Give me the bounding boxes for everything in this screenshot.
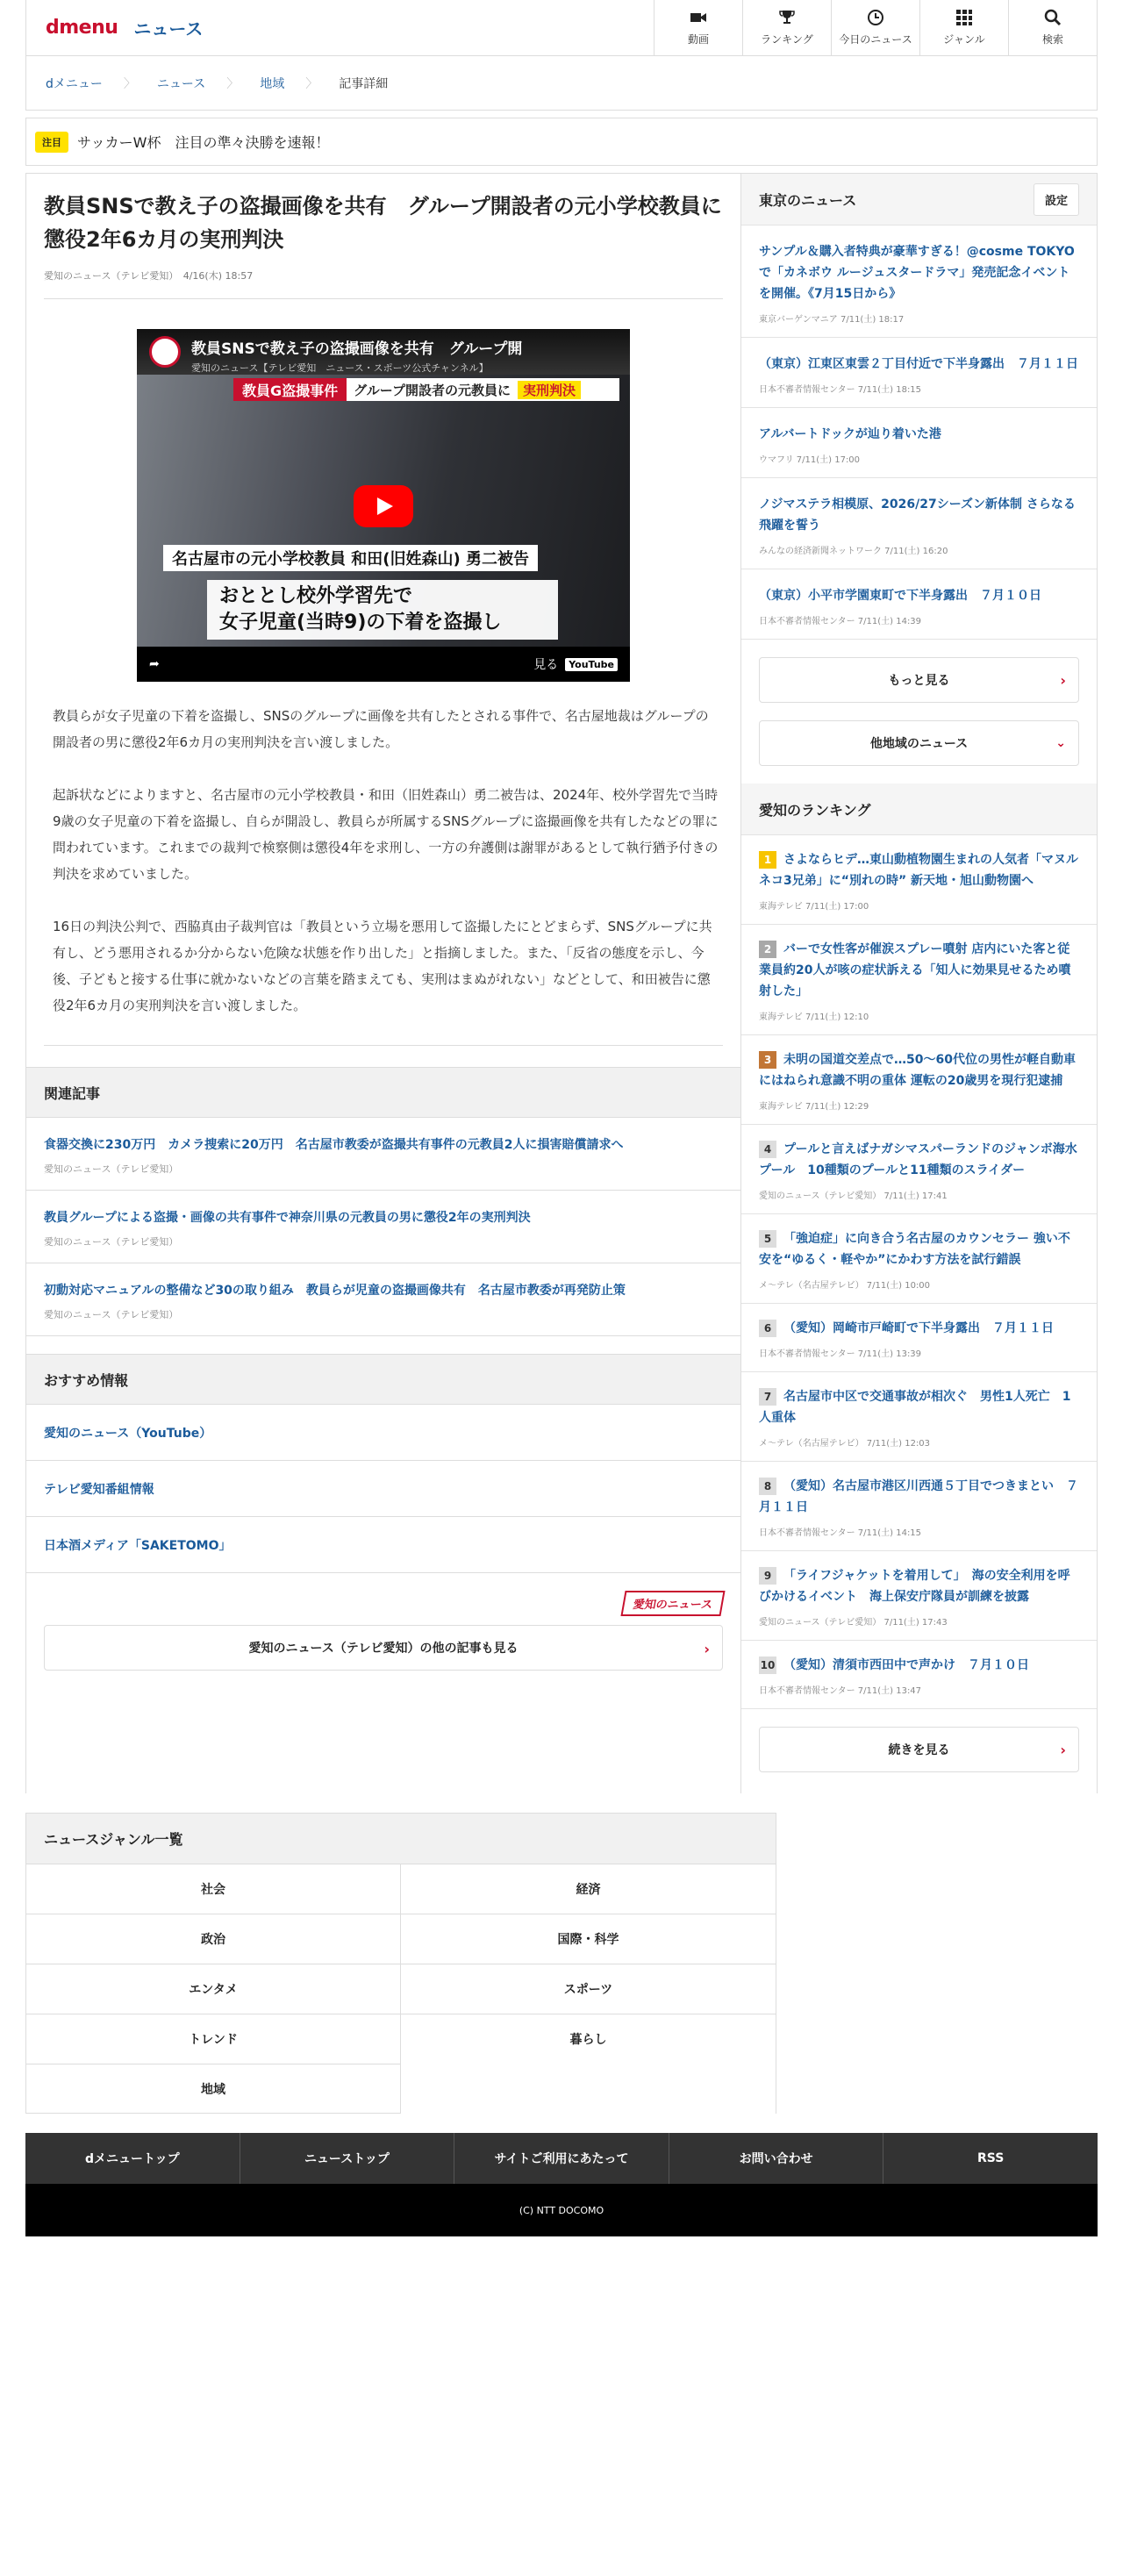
nav-search-label: 検索 (1041, 33, 1063, 46)
video-caption-line1: おととし校外学習先で (219, 585, 413, 607)
ranking-title[interactable]: （愛知）名古屋市港区川西通５丁目でつきまとい ７月１１日 (759, 1479, 1078, 1514)
chevron-right-icon: 〉 (123, 76, 136, 91)
ranking-title[interactable]: 「ライフジャケットを着用して」 海の安全利用を呼びかけるイベント 海上保安庁隊員が訓練を披露 (759, 1569, 1070, 1604)
video-caption-name: 名古屋市の元小学校教員 和田(旧姓森山) 勇二被告 (163, 545, 538, 571)
site-header (26, 0, 1097, 56)
sidebar (741, 174, 1097, 1793)
other-region-button[interactable] (759, 720, 1079, 766)
article-paragraph: 16日の判決公判で、西脇真由子裁判官は「教員という立場を悪用して盗撮したにとどまらず、SNSグループに共有し、どう悪用されるか分からない危険な状態を作り出した」と指摘しました。また、「反省の態度を示し、今後、子どもと接する仕事に就かないなどの言葉を踏まえても、実刑はまぬがれない」などとして、和田被告に懲役2年6カ月の実刑判決を言い渡しました。 (53, 919, 712, 1013)
ranking-item[interactable] (741, 1124, 1097, 1213)
clock-icon (867, 9, 884, 26)
article-column (26, 174, 741, 1793)
recommend-heading: おすすめ情報 (26, 1354, 740, 1405)
header-nav (654, 0, 1097, 55)
nav-video-label: 動画 (687, 33, 709, 46)
chevron-right-icon: 〉 (226, 76, 240, 91)
ranking-source: メ～テレ（名古屋テレビ） 7/11(土) 12:03 (759, 1439, 931, 1449)
footer-link[interactable]: サイトご利用にあたって (454, 2133, 669, 2184)
ranking-item[interactable] (741, 1213, 1097, 1303)
genre-grid (26, 1864, 776, 2114)
alert-bar[interactable] (25, 118, 1098, 166)
recommend-item[interactable] (26, 1405, 740, 1461)
nav-video[interactable] (654, 0, 742, 55)
chevron-right-icon: 〉 (305, 76, 318, 91)
nav-genre[interactable] (919, 0, 1008, 55)
tokyo-news-title[interactable]: アルバートドックが辿り着いた港 (759, 427, 941, 441)
ranking-source: 東海テレビ 7/11(土) 12:29 (759, 1102, 869, 1112)
ranking-heading-label: 愛知のランキング (759, 801, 871, 819)
tokyo-news-title[interactable]: サンプル＆購入者特典が豪華すぎる！@cosme TOKYOで「カネボウ ルージュスタードラマ」発売記念イベントを開催。《7月15日から》 (759, 245, 1075, 301)
tokyo-heading (741, 174, 1097, 225)
related-item[interactable] (26, 1191, 740, 1263)
related-heading: 関連記事 (26, 1067, 740, 1118)
video-player[interactable] (137, 329, 630, 682)
more-ranking-button[interactable] (759, 1727, 1079, 1772)
nav-today-label: 今日のニュース (839, 33, 912, 46)
more-articles-button[interactable] (44, 1625, 723, 1671)
genre-item[interactable]: 社会 (26, 1864, 401, 1914)
footer-link[interactable]: dメニュートップ (25, 2133, 240, 2184)
more-ranking-label: 続きを見る (888, 1743, 950, 1757)
genre-item[interactable]: 政治 (26, 1914, 401, 1964)
video-tag-text: グループ開設者の元教員に (354, 382, 511, 398)
article-paragraph: 起訴状などによりますと、名古屋市の元小学校教員・和田（旧姓森山）勇二被告は、2024年、校外学習先で当時9歳の女子児童の下着を盗撮し、自らが開設し、教員らが所属するSNSグループに盗撮画像を共有したなどの罪に問われています。これまでの裁判で検察側は懲役4年を求刑し、一方の弁護側は謝罪があるとして執行猶予付きの判決を求めていました。 (53, 787, 719, 882)
youtube-logo-icon: YouTube (565, 658, 618, 671)
recommend-item[interactable] (26, 1461, 740, 1517)
tokyo-news-title[interactable]: ノジマステラ相模原、2026/27シーズン新体制 さらなる飛躍を誓う (759, 497, 1076, 533)
related-item-title[interactable]: 初動対応マニュアルの整備など30の取り組み 教員らが児童の盗撮画像共有 名古屋市教委が再発防止策 (44, 1284, 626, 1298)
ranking-source: 日本不審者情報センター 7/11(土) 14:15 (759, 1528, 922, 1538)
genre-item[interactable]: エンタメ (26, 1964, 401, 2014)
tokyo-news-title[interactable]: （東京）江東区東雲２丁目付近で下半身露出 ７月１１日 (759, 357, 1078, 371)
tokyo-news-item[interactable] (741, 225, 1097, 337)
chevron-right-icon: › (1060, 671, 1066, 689)
ranking-heading (741, 784, 1097, 834)
tokyo-heading-label: 東京のニュース (759, 191, 857, 209)
video-caption-desc (207, 580, 558, 640)
source-logo-text: 愛知のニュース (620, 1591, 725, 1616)
tokyo-news-item[interactable] (741, 337, 1097, 407)
ranking-title[interactable]: （愛知）岡崎市戸崎町で下半身露出 ７月１１日 (783, 1321, 1054, 1335)
ranking-source: 東海テレビ 7/11(土) 17:00 (759, 902, 869, 912)
nav-genre-label: ジャンル (943, 33, 985, 46)
related-item[interactable] (26, 1118, 740, 1191)
alert-text[interactable]: サッカーW杯 注目の準々決勝を速報！ (77, 134, 330, 151)
genre-list (25, 1813, 776, 2114)
genre-item[interactable]: トレンド (26, 2014, 401, 2064)
source-logo[interactable] (26, 1573, 740, 1625)
chevron-right-icon: › (1060, 1741, 1066, 1758)
ranking-item[interactable] (741, 1303, 1097, 1371)
play-button-icon[interactable] (354, 485, 413, 527)
news-logo[interactable]: ニュース (133, 18, 204, 39)
tokyo-news-source: ウマフリ 7/11(土) 17:00 (759, 455, 861, 465)
hot-badge: 注目 (35, 132, 68, 153)
search-icon (1044, 9, 1062, 26)
tokyo-news-source: 東京バーゲンマニア 7/11(土) 18:17 (759, 315, 905, 325)
ranking-title[interactable]: バーで女性客が催涙スプレー噴射 店内にいた客と従業員約20人が咳の症状訴える「知人に効果見せるため噴射した」 (759, 942, 1071, 998)
nav-today[interactable] (831, 0, 919, 55)
footer-nav (25, 2133, 1098, 2184)
video-bottombar (137, 647, 630, 682)
ranking-title[interactable]: （愛知）清須市西田中で声かけ ７月１０日 (783, 1658, 1029, 1672)
rank-number: 6 (759, 1320, 776, 1337)
more-articles-label: 愛知のニュース（テレビ愛知）の他の記事も見る (248, 1642, 519, 1656)
ranking-item[interactable] (741, 1550, 1097, 1640)
rank-number: 2 (759, 941, 776, 958)
rank-number: 7 (759, 1388, 776, 1406)
related-item-source: 愛知のニュース（テレビ愛知） (44, 1163, 179, 1175)
related-item[interactable] (26, 1263, 740, 1336)
recommend-link[interactable]: 日本酒メディア「SAKETOMO」 (44, 1538, 232, 1553)
ranking-item[interactable] (741, 1640, 1097, 1708)
ranking-source: メ～テレ（名古屋テレビ） 7/11(土) 10:00 (759, 1281, 931, 1291)
main-content (26, 173, 1097, 1793)
video-caption-line2: 女子児童(当時9)の下着を盗撮し (219, 612, 502, 633)
article-paragraph: 教員らが女子児童の下着を盗撮し、SNSのグループに画像を共有したとされる事件で、名古屋地裁はグループの開設者の男に懲役2年6カ月の実刑判決を言い渡しました。 (53, 708, 709, 750)
chevron-right-icon: › (704, 1641, 710, 1657)
rank-number: 10 (759, 1657, 776, 1674)
ranking-item[interactable] (741, 924, 1097, 1034)
video-icon (690, 9, 707, 26)
tokyo-news-item[interactable] (741, 407, 1097, 477)
footer-link[interactable]: お問い合わせ (669, 2133, 884, 2184)
related-item-source: 愛知のニュース（テレビ愛知） (44, 1309, 179, 1320)
genre-heading: ニュースジャンル一覧 (26, 1813, 776, 1864)
ranking-source: 東海テレビ 7/11(土) 12:10 (759, 1013, 869, 1022)
breadcrumb-dmenu[interactable]: dメニュー (46, 76, 103, 91)
footer-link[interactable]: RSS (977, 2151, 1005, 2165)
breadcrumb-news[interactable]: ニュース (156, 76, 206, 91)
breadcrumb (26, 56, 1097, 111)
ranking-title[interactable]: 名古屋市中区で交通事故が相次ぐ 男性1人死亡 1人重体 (759, 1390, 1071, 1425)
rank-number: 9 (759, 1567, 776, 1585)
nav-search[interactable] (1008, 0, 1097, 55)
ranking-title[interactable]: 未明の国道交差点で…50～60代位の男性が軽自動車にはねられ意識不明の重体 運転の20歳男を現行犯逮捕 (759, 1053, 1076, 1088)
chevron-down-icon: ⌄ (1055, 736, 1066, 750)
genre-item[interactable]: 国際・科学 (401, 1914, 776, 1964)
article-body (26, 703, 740, 1019)
ranking-item[interactable] (741, 1461, 1097, 1550)
genre-item[interactable]: 地域 (26, 2064, 401, 2114)
video-headline-panel (233, 378, 619, 401)
ranking-source: 日本不審者情報センター 7/11(土) 13:47 (759, 1686, 922, 1696)
logo[interactable] (26, 0, 654, 55)
ranking-item[interactable] (741, 1034, 1097, 1124)
dmenu-logo[interactable]: dmenu (46, 17, 118, 39)
tokyo-news-source: 日本不審者情報センター 7/11(土) 18:15 (759, 385, 922, 395)
ranking-source: 愛知のニュース（テレビ愛知） 7/11(土) 17:41 (759, 1191, 948, 1201)
grid-icon (955, 9, 973, 26)
watch-label: 見る (533, 658, 559, 672)
video-tag-yellow: 実刑判決 (518, 381, 581, 399)
recommend-link[interactable]: 愛知のニュース（YouTube） (44, 1426, 212, 1441)
watch-on-youtube[interactable] (533, 655, 618, 673)
video-tag-red: 教員G盗撮事件 (233, 378, 347, 401)
more-tokyo-label: もっと見る (888, 674, 950, 688)
tokyo-news-source: 日本不審者情報センター 7/11(土) 14:39 (759, 617, 922, 626)
article-title: 教員SNSで教え子の盗撮画像を共有 グループ開設者の元小学校教員に懲役2年6カ月の実刑判決 (44, 194, 722, 252)
tokyo-news-item[interactable] (741, 477, 1097, 569)
footer-link[interactable]: ニューストップ (240, 2133, 455, 2184)
article-meta: 愛知のニュース（テレビ愛知） 4/16(木) 18:57 (44, 256, 723, 299)
ranking-title[interactable]: さよならヒデ…東山動植物園生まれの人気者「マヌルネコ3兄弟」に“別れの時” 新天地・旭山動物園へ (759, 853, 1078, 888)
share-icon[interactable]: ➦ (149, 657, 160, 671)
tokyo-buttons (741, 639, 1097, 784)
rank-number: 8 (759, 1478, 776, 1495)
copyright: (C) NTT DOCOMO (25, 2184, 1098, 2236)
rank-number: 4 (759, 1141, 776, 1158)
channel-avatar[interactable] (149, 336, 181, 368)
rank-number: 3 (759, 1051, 776, 1069)
video-channel: 愛知のニュース【テレビ愛知 ニュース・スポーツ公式チャンネル】 (191, 362, 489, 374)
genre-item[interactable]: 経済 (401, 1864, 776, 1914)
other-region-label: 他地域のニュース (869, 737, 969, 751)
ranking-title[interactable]: プールと言えばナガシマスパーランドのジャンボ海水プール 10種類のプールと11種類のスライダー (759, 1142, 1077, 1177)
ranking-item[interactable] (741, 1371, 1097, 1461)
recommend-item[interactable] (26, 1517, 740, 1573)
video-title[interactable]: 教員SNSで教え子の盗撮画像を共有 グループ開 (191, 340, 523, 358)
related-item-title[interactable]: 食器交換に230万円 カメラ捜索に20万円 名古屋市教委が盗撮共有事件の元教員2人に損害賠償請求へ (44, 1138, 624, 1152)
recommend-link[interactable]: テレビ愛知番組情報 (44, 1482, 154, 1497)
ranking-title[interactable]: 「強迫症」に向き合う名古屋のカウンセラー 強い不安を“ゆるく・軽やか”にかわす方法を試行錯誤 (759, 1232, 1070, 1267)
rank-number: 1 (759, 851, 776, 869)
related-item-source: 愛知のニュース（テレビ愛知） (44, 1236, 179, 1248)
tokyo-news-source: みんなの経済新聞ネットワーク 7/11(土) 16:20 (759, 547, 948, 556)
ranking-item[interactable] (741, 834, 1097, 924)
trophy-icon (778, 9, 796, 26)
tokyo-news-item[interactable] (741, 569, 1097, 639)
ranking-source: 愛知のニュース（テレビ愛知） 7/11(土) 17:43 (759, 1618, 948, 1628)
genre-item[interactable]: スポーツ (401, 1964, 776, 2014)
rank-number: 5 (759, 1230, 776, 1248)
nav-ranking-label: ランキング (761, 33, 813, 46)
settings-button[interactable]: 設定 (1034, 183, 1079, 216)
ranking-source: 日本不審者情報センター 7/11(土) 13:39 (759, 1349, 922, 1359)
related-item-title[interactable]: 教員グループによる盗撮・画像の共有事件で神奈川県の元教員の男に懲役2年の実刑判決 (44, 1211, 531, 1225)
more-tokyo-button[interactable] (759, 657, 1079, 703)
breadcrumb-current: 記事詳細 (339, 76, 389, 91)
tokyo-news-title[interactable]: （東京）小平市学園東町で下半身露出 ７月１０日 (759, 589, 1041, 603)
divider (44, 1045, 723, 1046)
nav-ranking[interactable] (742, 0, 831, 55)
ranking-buttons (741, 1708, 1097, 1793)
genre-item[interactable]: 暮らし (401, 2014, 776, 2064)
breadcrumb-region[interactable]: 地域 (260, 76, 285, 91)
